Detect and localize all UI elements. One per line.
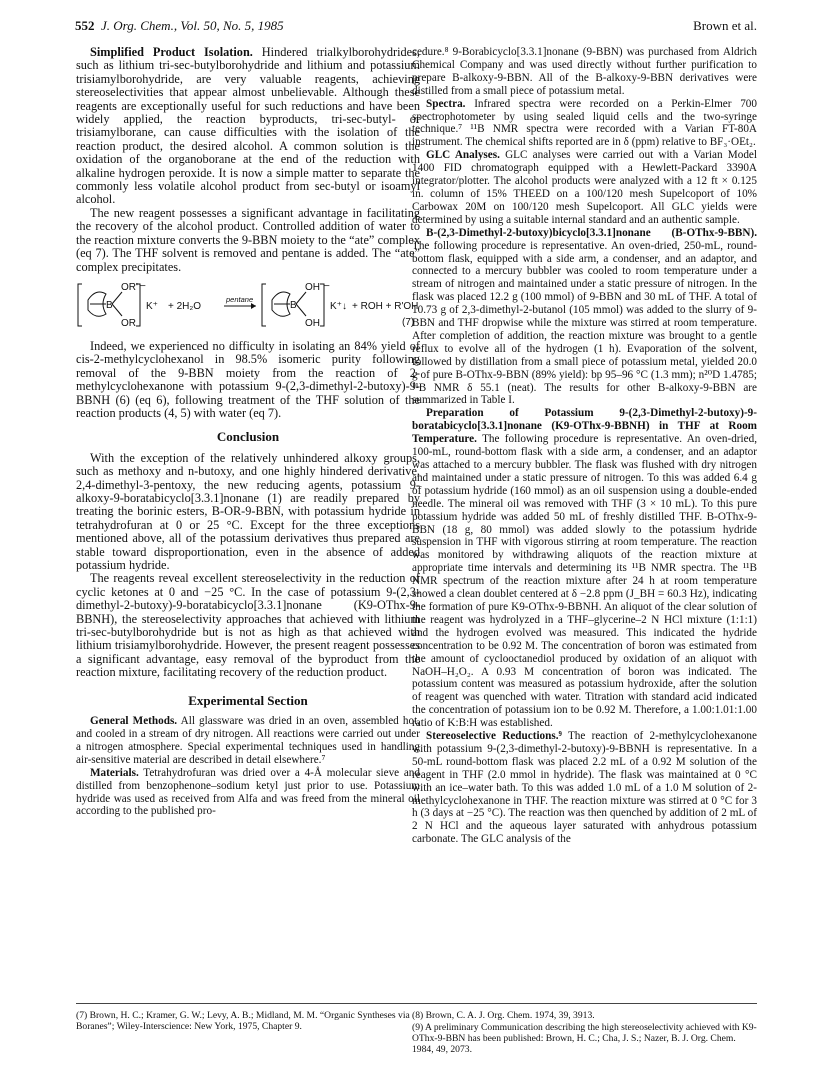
paragraph-text: The following procedure is representative. An oven-dried, 100-mL, round-bottom flask with a side arm, a condenser, and an adaptor was attached to a mercury bubbler. The flask was flushed with dry nitrogen and maintained under a static pressure of nitrogen. To this was added 6.4 g of potassium hydride (160 mmol) as an oil suspension using a double-ended needle. The mineral oil was removed with THF (3 × 10 mL). To this pure potassium hydride was added 50 mL of freshly distilled THF. B-OThx-9-BBN (18 g, 80 mmol) was added slowly to the potassium hydride suspension in THF with vigorous stirring at room temperature. The reaction was monitored by withdrawing aliquots of the reaction mixture at appropriate time intervals and determining its ¹¹B NMR spectra. The ¹¹B NMR spectrum of the reaction mixture after 24 h at room temperature showed a clean doublet centered at δ −2.8 ppm (J_BH = 60.3 Hz), indicating the formation of pure K9-OThx-9-BBNH. An aliquot of the clear solution of the reagent was hydrolyzed in a THF–glycerine–2 N HCl mixture (1:1:1) and the hydrogen evolved was measured. This indicated the hydride concentration to be 0.92 M. The concentration of boron was estimated from the amount of cyclooctanediol produced by oxidation of an aliquot with NaOH–H₂O₂. A 0.93 M concentration of boron was indicated. The potassium content was measured as potassium hydroxide, after the solution of reagent was quenched with water. Titration with standard acid indicated the concentration of potassium ion to be 0.92 M. Therefore, a 1.00:1.01:1.00 ratio of K:B:H was established. <box>412 433 757 730</box>
run-in-heading: Simplified Product Isolation. <box>90 45 253 59</box>
paragraph-general-methods <box>76 715 420 767</box>
run-in-heading: Preparation of Potassium 9-(2,3-Dimethyl-2-butoxy)-9-boratabicyclo[3.3.1]nonane (K9-OThx-9-BBNH) in THF at Room Temperature. <box>412 407 757 446</box>
footnotes-left <box>76 1010 420 1033</box>
paragraph-isolation-result: Indeed, we experienced no difficulty in isolating an 84% yield of cis-2-methylcyclohexanol in 98.5% isomeric purity following removal of the 9-BBN moiety from the reaction of 2-methylcyclohexanone with potassium 9-(2,3-dimethyl-2-butoxy)-9-BBNH (6) (eq 6), following treatment of the THF solution of the reaction products (4, 5) with water (eq 7). <box>76 338 420 420</box>
paragraph-materials-continued: cedure.⁸ 9-Borabicyclo[3.3.1]nonane (9-BBN) was purchased from Aldrich Chemical Company and was used directly without further purification to prepare B-alkoxy-9-BBN. All of the B-alkoxy-9-BBN derivatives were distilled from a small piece of potassium metal. <box>412 46 757 97</box>
boron-atom: B <box>106 299 113 311</box>
paragraph-text: All glassware was dried in an oven, assembled hot, and cooled in a stream of dry nitrogen. All reactions were carried out under a nitrogen atmosphere. Special experimental techniques used in handling air-sensitive material are described in detail elsewhere.⁷ <box>76 715 420 766</box>
left-column <box>76 46 420 818</box>
journal-name: J. Org. Chem., <box>101 18 178 33</box>
footnotes-right <box>412 1010 757 1056</box>
paragraph-conclusion-1: With the exception of the relatively unhindered alkoxy groups, such as methoxy and n-butoxy, and one highly hindered derivative, 2,4-dimethyl-3-pentoxy, the new reducing agents, potassium 9-alkoxy-9-boratabicyclo[3.3.1]nonane (1) are readily prepared by treating the borinic esters, B-OR-9-BBN, with potassium hydride in tetrahydrofuran at 0 or 25 °C. Except for the three exceptions mentioned above, all of the potassium derivatives thus prepared are stable toward disproportionation, even in the absence of added potassium hydride. <box>76 450 420 572</box>
volume-info: Vol. 50, No. 5, 1985 <box>180 18 284 33</box>
boron-atom: B <box>290 299 297 311</box>
header-left <box>75 18 284 34</box>
paragraph-text: Tetrahydrofuran was dried over a 4-Å molecular sieve and distilled from benzophenone–sodium ketyl just prior to use. Potassium hydride was used as received from Alfa and was freed from the mineral oil according to the published pro- <box>76 766 420 818</box>
run-in-heading: Spectra. <box>426 97 466 110</box>
footnote-7: (7) Brown, H. C.; Kramer, G. W.; Levy, A. B.; Midland, M. M. “Organic Syntheses via Boranes”; Wiley-Interscience: New York, 1975, Chapter 9. <box>76 1010 410 1032</box>
run-in-heading: Stereoselective Reductions.⁹ <box>426 730 562 743</box>
header-authors: Brown et al. <box>693 18 757 33</box>
paragraph-advantage: The new reagent possesses a significant advantage in facilitating the recovery of the alcohol product. Controlled addition of water to the reaction mixture converts the 9-BBN moiety to the “ate” complex (eq 7). The THF solvent is removed and pentane is added. The “ate” complex precipitates. <box>76 205 420 274</box>
substituent-oh-bottom: OH <box>305 317 320 329</box>
footnote-divider <box>76 1003 420 1004</box>
footnote-divider <box>412 1003 757 1004</box>
substituent-or: OR <box>121 317 136 329</box>
right-column <box>412 46 757 846</box>
paragraph-simplified-isolation <box>76 46 420 207</box>
equation-7 <box>76 280 420 330</box>
footnote-8: (8) Brown, C. A. J. Org. Chem. 1974, 39, 3913. <box>412 1010 595 1021</box>
section-title-experimental: Experimental Section <box>188 692 308 708</box>
substituent-or-prime: OR' <box>121 281 138 293</box>
potassium-precipitate: K⁺↓ <box>330 300 347 312</box>
alcohol-products: + ROH + R'OH <box>352 300 419 312</box>
run-in-heading: Materials. <box>90 766 139 779</box>
page-header <box>75 18 757 38</box>
potassium-cation: K⁺ <box>146 300 158 312</box>
paragraph-stereoselective-reductions <box>412 730 757 846</box>
run-in-heading: GLC Analyses. <box>426 149 500 162</box>
paragraph-glc-analyses <box>412 149 757 226</box>
paragraph-text: The following procedure is representative. An oven-dried, 250-mL, round-bottom flask, equipped with a side arm, a condenser, and an adaptor, and connected to a mercury bubbler was cooled to room temperature under a stream of nitrogen and maintained under a static pressure of nitrogen. In the flask was placed 12.2 g (100 mmol) of 9-BBN and 30 mL of THF. A total of 10.73 g of 2,3-dimethyl-2-butanol (105 mmol) was added to the slurry of 9-BBN and THF dropwise while the mixture was stirred at room temperature. After completion of addition, the reaction mixture was brought to a gentle reflux to evolve all of the hydrogen (1 h). Evaporation of the solvent, followed by distillation from a small piece of potassium metal, yielded 20.0 g of pure B-OThx-9-BBN (89% yield): bp 95–96 °C (1.3 mm); n²⁰D 1.4785; ¹¹B NMR δ 55.1 (neat). The results for other B-alkoxy-9-BBN are summarized in Table I. <box>412 239 757 407</box>
page-number: 552 <box>75 18 95 33</box>
paragraph-preparation-k9-othx <box>412 407 757 730</box>
footnote-9: (9) A preliminary Communication describing the high stereoselectivity achieved with K9-OThx-9-BBN has been published: Brown, H. C.; Cha, J. S.; Nazer, B. J. Org. Chem. 1984, 49, 2073. <box>412 1022 757 1055</box>
charge-minus: − <box>324 280 330 292</box>
paragraph-spectra <box>412 98 757 150</box>
arrow-label: pentane <box>226 294 254 304</box>
equation-number: (7) <box>402 316 415 328</box>
run-in-heading: B-(2,3-Dimethyl-2-butoxy)bicyclo[3.3.1]nonane (B-OThx-9-BBN). <box>426 226 757 239</box>
paragraph-b-othx-9-bbn <box>412 227 757 408</box>
section-title-conclusion: Conclusion <box>216 429 280 445</box>
substituent-oh-top: OH <box>305 281 320 293</box>
paragraph-text: Infrared spectra were recorded on a Perkin-Elmer 700 spectrophotometer by using sealed liquid cells and the two-syringe technique.⁷ ¹¹B NMR spectra were recorded with a Varian FT-80A instrument. The chemical shifts reported are in δ (ppm) relative to BF₃·OEt₂. <box>412 97 757 149</box>
run-in-heading: General Methods. <box>90 715 178 728</box>
paragraph-conclusion-2: The reagents reveal excellent stereoselectivity in the reduction of cyclic ketones at 0 and −25 °C. In the case of potassium 9-(2,3-dimethyl-2-butoxy)-9-boratabicyclo[3.3.1]nonane (K9-OThx-9-BBNH), the stereoselectivity approaches that achieved with lithium tri-sec-butylborohydride but is not as high as that achieved with lithium trisiamylborohydride. However, the present reagent possesses a significant advantage, easy removal of the byproduct from the reaction mixture, facilitating recovery of the reduction product. <box>76 571 420 680</box>
paragraph-text: Hindered trialkylborohydrides, such as lithium tri-sec-butylborohydride and lithium and potassium trisiamylborohydride, are very valuable reagents, achieving stereoselectivities that appear almost unbelievable. Although these reagents are exceptionally useful for such reductions and have been widely applied, the reaction byproducts, tri-sec-butyl- or trisiamylborane, can cause difficulties with the isolation of the reaction product, the desired alcohol. A common solution is the oxidation of the organoborane at the end of the reduction with alkaline hydrogen peroxide. It is now a simple matter to separate the commonly less volatile alcohol product from sec-butyl or isoamyl alcohol. <box>76 45 420 207</box>
paragraph-text: GLC analyses were carried out with a Varian Model 1400 FID chromatograph equipped with a Hewlett-Packard 3390A integrator/plotter. The alcohol products were analyzed with a 12 ft × 0.125 in. column of 15% THEED on a 100/120 mesh Supelcoport of 10% Carbowax 20M on 100/120 mesh Supelcoport. All GLC yields were determined by using a suitable internal standard and an authentic sample. <box>412 149 757 226</box>
charge-minus: − <box>140 280 146 292</box>
paragraph-text: The reaction of 2-methylcyclohexanone with potassium 9-(2,3-dimethyl-2-butoxy)-9-BBNH is representative. In a 50-mL round-bottom flask was placed 2.2 mL of a 0.92 M solution of the reagent in THF (2.0 mmol in hydride). The flask was maintained at 0 °C with an ice–water bath. To this was added 1.0 mL of a 1.0 M solution of 2-methylcyclohexanone in THF. The reaction mixture was stirred at 0 °C for 3 h (3 days at −25 °C). The reaction was then quenched by addition of 2 mL of 2 N HCl and the aqueous layer saturated with anhydrous potassium carbonate. The GLC analysis of the <box>412 730 757 846</box>
water-reagent: + 2H₂O <box>168 300 202 312</box>
paragraph-materials <box>76 767 420 819</box>
